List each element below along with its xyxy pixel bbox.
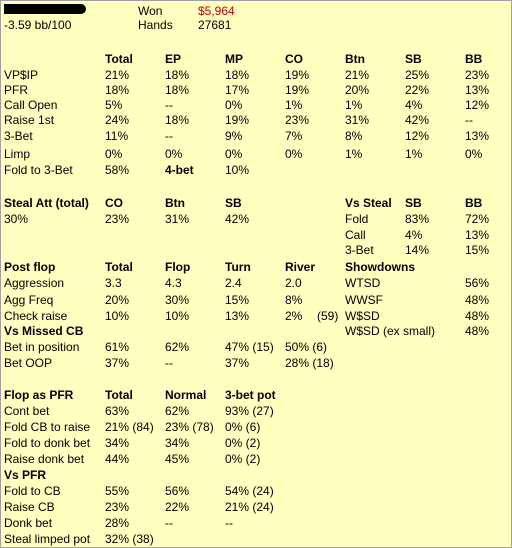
cell: 23%: [105, 500, 130, 514]
row-label: WWSF: [345, 293, 383, 307]
hands-label: Hands: [138, 18, 173, 32]
row-label: VP$IP: [4, 68, 39, 82]
cell: 20%: [105, 293, 130, 307]
cell: 19%: [285, 83, 310, 97]
cell: 18%: [105, 83, 130, 97]
cell: 20%: [345, 83, 370, 97]
cell: 18%: [225, 68, 250, 82]
cell: 17%: [225, 83, 250, 97]
col-sb: SB: [405, 196, 422, 210]
cell: 34%: [105, 436, 130, 450]
vs-pfr-title: Vs PFR: [4, 468, 47, 482]
row-label: Limp: [4, 147, 31, 161]
cell: 58%: [105, 163, 130, 177]
cell: --: [165, 356, 173, 370]
row-label: Cont bet: [4, 404, 50, 418]
cell: 15%: [225, 293, 250, 307]
cell: 0%: [225, 98, 243, 112]
row-label: Fold CB to raise: [4, 420, 91, 434]
flop-pfr-title: Flop as PFR: [4, 388, 74, 402]
cell: 47% (15): [225, 340, 274, 354]
cell: 1%: [405, 147, 423, 161]
table-row: [1, 129, 512, 143]
col-total: Total: [105, 388, 133, 402]
cell: 54% (24): [225, 484, 274, 498]
cell: 62%: [165, 340, 190, 354]
cell: 31%: [165, 212, 190, 226]
cell: 34%: [165, 436, 190, 450]
table-row: [1, 420, 512, 434]
cell: 13%: [225, 309, 250, 323]
cell: 55%: [105, 484, 130, 498]
steal-title: Steal Att (total): [4, 196, 89, 210]
cell: 32% (38): [105, 532, 154, 546]
cell: 19%: [225, 113, 250, 127]
table-row: [1, 532, 512, 546]
col-btn: Btn: [345, 52, 365, 66]
cell: 0%: [285, 147, 303, 161]
row-label: Steal limped pot: [4, 532, 91, 546]
row-label: W$SD: [345, 309, 380, 323]
cell: 1%: [285, 98, 303, 112]
cell: 42%: [225, 212, 250, 226]
cell-note: (59): [317, 309, 339, 323]
fold-to-3bet-row: [1, 163, 512, 177]
row-label: Agg Freq: [4, 293, 54, 307]
table-row: [1, 243, 512, 257]
flop-pfr-header: [1, 388, 512, 402]
cell: 13%: [465, 129, 490, 143]
cell: 44%: [105, 452, 130, 466]
cell: 0%: [105, 147, 123, 161]
showdowns-title: Showdowns: [345, 260, 415, 274]
col-mp: MP: [225, 52, 243, 66]
cell: 37%: [225, 356, 250, 370]
cell: 4%: [405, 98, 423, 112]
row-label: Bet OOP: [4, 356, 53, 370]
row-label: Raise donk bet: [4, 452, 85, 466]
steal-total: 30%: [4, 212, 29, 226]
postflop-title: Post flop: [4, 260, 56, 274]
hands-value: 27681: [198, 18, 232, 32]
cell: 28%: [105, 516, 130, 530]
cell: 18%: [165, 68, 190, 82]
cell: 23%: [465, 68, 490, 82]
cell: --: [165, 129, 173, 143]
cell: 21% (84): [105, 420, 154, 434]
cell: 31%: [345, 113, 370, 127]
cell: 4%: [405, 228, 423, 242]
cell: 1%: [345, 98, 363, 112]
cell: 56%: [465, 276, 490, 290]
table-row: [1, 212, 512, 226]
row-label: PFR: [4, 83, 28, 97]
table-row: [1, 83, 512, 97]
cell: 1%: [345, 147, 363, 161]
table-row: [1, 276, 512, 290]
col-bb: BB: [465, 52, 483, 66]
cell: 45%: [165, 452, 190, 466]
cell: 83%: [405, 212, 430, 226]
row-label: Fold: [345, 212, 369, 226]
cell: 15%: [465, 243, 490, 257]
cell: 10%: [165, 309, 190, 323]
col-3bet-pot: 3-bet pot: [225, 388, 276, 402]
col-sb: SB: [225, 196, 242, 210]
cell: 2.4: [225, 276, 242, 290]
col-btn: Btn: [165, 196, 185, 210]
row-label: Fold to donk bet: [4, 436, 91, 450]
cell: 18%: [165, 83, 190, 97]
table-row: [1, 68, 512, 82]
cell: 19%: [285, 68, 310, 82]
cell: 14%: [405, 243, 430, 257]
cell: 93% (27): [225, 404, 274, 418]
cell: 0% (6): [225, 420, 261, 434]
cell: 3.3: [105, 276, 122, 290]
cell: 48%: [465, 309, 490, 323]
table-row: [1, 516, 512, 530]
table-row: [1, 98, 512, 112]
preflop-header: [1, 52, 512, 66]
cell: 21%: [345, 68, 370, 82]
won-label: Won: [138, 4, 163, 18]
row-label: Call Open: [4, 98, 58, 112]
cell: 2%: [285, 309, 303, 323]
cell: 4.3: [165, 276, 182, 290]
cell: 0% (2): [225, 436, 261, 450]
cell: 22%: [165, 500, 190, 514]
cell: 0%: [225, 147, 243, 161]
cell: 13%: [465, 228, 490, 242]
row-label: Donk bet: [4, 516, 53, 530]
cell: 18%: [165, 113, 190, 127]
row-label: Raise CB: [4, 500, 55, 514]
table-row: [1, 324, 512, 338]
col-bb: BB: [465, 196, 483, 210]
cell: 11%: [105, 129, 129, 143]
cell: --: [165, 98, 173, 112]
col-flop: Flop: [165, 260, 191, 274]
table-row: [1, 500, 512, 514]
cell: 61%: [105, 340, 130, 354]
cell: --: [225, 516, 233, 530]
col-co: CO: [105, 196, 123, 210]
row-label: Fold to 3-Bet: [4, 163, 73, 177]
table-row: [1, 309, 512, 323]
cell: 0%: [465, 147, 483, 161]
vs-pfr-header: [1, 468, 512, 482]
table-row: [1, 484, 512, 498]
col-normal: Normal: [165, 388, 207, 402]
row-label: Call: [345, 228, 366, 242]
cell: --: [465, 113, 473, 127]
cell: 37%: [105, 356, 130, 370]
cell: 56%: [165, 484, 190, 498]
cell: 50% (6): [285, 340, 328, 354]
steal-header: [1, 196, 512, 210]
col-total: Total: [105, 52, 133, 66]
cell: 5%: [105, 98, 123, 112]
row-label: 3-Bet: [4, 129, 33, 143]
cell: 23%: [105, 212, 130, 226]
cell: 24%: [105, 113, 130, 127]
cell: 0% (2): [225, 452, 261, 466]
col-total: Total: [105, 260, 133, 274]
cell: 22%: [405, 83, 430, 97]
four-bet-label: 4-bet: [165, 163, 194, 177]
row-label: Bet in position: [4, 340, 80, 354]
col-co: CO: [285, 52, 303, 66]
vs-steal-title: Vs Steal: [345, 196, 392, 210]
cell: 48%: [465, 293, 490, 307]
cell: --: [165, 516, 173, 530]
cell: 8%: [345, 129, 363, 143]
cell: 2.0: [285, 276, 302, 290]
col-river: River: [285, 260, 316, 274]
table-row: [1, 147, 512, 161]
cell: 23% (78): [165, 420, 214, 434]
cell: 7%: [285, 129, 303, 143]
cell: 63%: [105, 404, 130, 418]
won-value: $5,964: [198, 4, 235, 18]
row-label: WTSD: [345, 276, 381, 290]
cell: 9%: [225, 129, 243, 143]
cell: 42%: [405, 113, 430, 127]
table-row: [1, 340, 512, 354]
cell: 21%: [105, 68, 130, 82]
cell: 30%: [165, 293, 190, 307]
cell: 72%: [465, 212, 490, 226]
col-turn: Turn: [225, 260, 251, 274]
cell: 12%: [405, 129, 430, 143]
cell: 13%: [465, 83, 490, 97]
cell: 23%: [285, 113, 310, 127]
four-bet-value: 10%: [225, 163, 250, 177]
cell: 21% (24): [225, 500, 274, 514]
table-row: [1, 293, 512, 307]
row-label: W$SD (ex small): [345, 324, 436, 338]
table-row: [1, 436, 512, 450]
cell: 0%: [165, 147, 183, 161]
cell: 10%: [105, 309, 130, 323]
postflop-header: [1, 260, 512, 274]
cell: 28% (18): [285, 356, 334, 370]
row-label: 3-Bet: [345, 243, 374, 257]
cell: 62%: [165, 404, 190, 418]
col-sb: SB: [405, 52, 422, 66]
table-row: [1, 356, 512, 370]
table-row: [1, 228, 512, 242]
cell: 12%: [465, 98, 490, 112]
row-label: Raise 1st: [4, 113, 55, 127]
bb-per-100: -3.59 bb/100: [4, 18, 72, 32]
table-row: [1, 404, 512, 418]
table-row: [1, 113, 512, 127]
row-label: Check raise: [4, 309, 68, 323]
row-label: Fold to CB: [4, 484, 61, 498]
col-ep: EP: [165, 52, 182, 66]
vs-missed-cb-title: Vs Missed CB: [4, 324, 84, 338]
cell: 48%: [465, 324, 490, 338]
cell: 25%: [405, 68, 430, 82]
row-label: Aggression: [4, 276, 65, 290]
cell: 8%: [285, 293, 303, 307]
table-row: [1, 452, 512, 466]
